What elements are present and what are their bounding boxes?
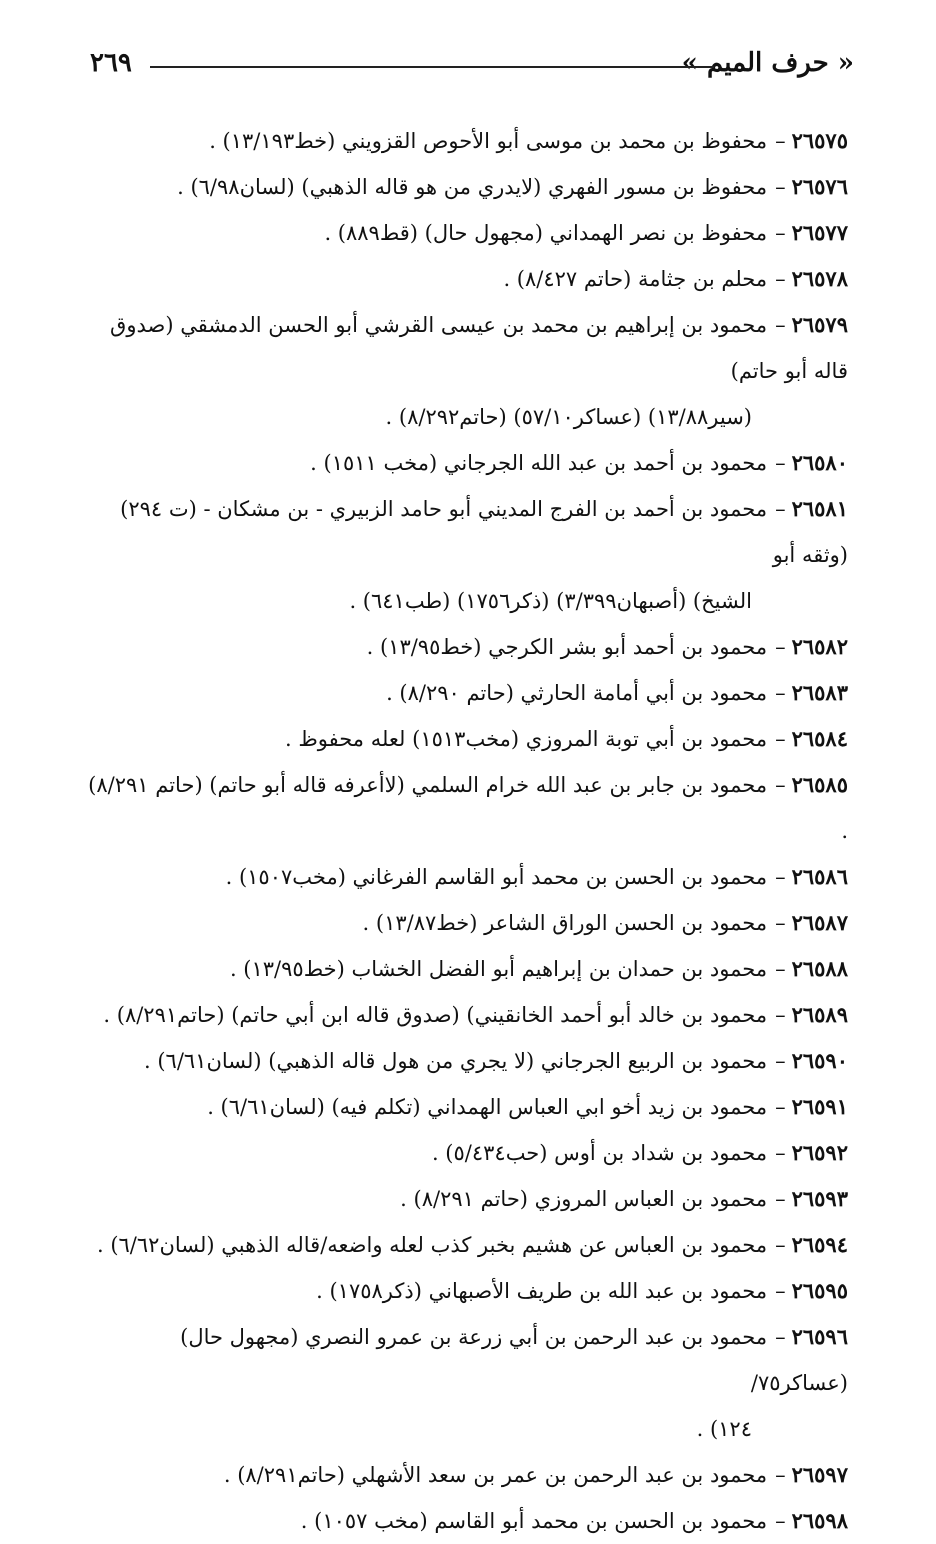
entry-text: محفوظ بن مسور الفهري (لايدري من هو قاله الذهبي) (لسان٦/٩٨) .	[177, 175, 768, 199]
entry-26583: ٢٦٥٨٣–محمود بن أبي أمامة الحارثي (حاتم ٨/٢٩٠) .	[386, 680, 848, 705]
entry-text: محمود بن خالد أبو أحمد الخانقيني) (صدوق قاله ابن أبي حاتم) (حاتم٨/٢٩١) .	[103, 1003, 768, 1027]
entry-text: محمود بن عبد الله بن طريف الأصبهاني (ذكر١٧٥٨) .	[316, 1279, 768, 1303]
entry-number: ٢٦٥٨٣	[791, 680, 848, 705]
entry-text: محمود بن أحمد بن الفرج المديني أبو حامد الزبيري - بن مشكان - (ت ٢٩٤) (وثقه أبو	[120, 497, 848, 567]
entry-number: ٢٦٥٧٨	[791, 266, 848, 291]
entry-26590: ٢٦٥٩٠–محمود بن الربيع الجرجاني (لا يجري من هول قاله الذهبي) (لسان٦/٦١) .	[144, 1048, 848, 1073]
entry-number: ٢٦٥٩٨	[791, 1508, 848, 1533]
entry-text: محمود بن الحسن الوراق الشاعر (خط١٣/٨٧) .	[362, 911, 768, 935]
entry-text: محمود بن أبي توبة المروزي (مخب١٥١٣) لعله محفوظ .	[284, 727, 768, 751]
entry-26591: ٢٦٥٩١–محمود بن زيد أخو ابي العباس الهمداني (تكلم فيه) (لسان٦/٦١) .	[207, 1094, 848, 1119]
entry-26595: ٢٦٥٩٥–محمود بن عبد الله بن طريف الأصبهاني (ذكر١٧٥٨) .	[316, 1278, 848, 1303]
entry-26585: ٢٦٥٨٥–محمود بن جابر بن عبد الله خرام السلمي (لاأعرفه قاله أبو حاتم) (حاتم ٨/٢٩١) .	[88, 772, 848, 843]
entry-text: محمود بن إبراهيم بن محمد بن عيسى القرشي أبو الحسن الدمشقي (صدوق قاله أبو حاتم)	[110, 313, 848, 383]
entry-26593: ٢٦٥٩٣–محمود بن العباس المروزي (حاتم ٨/٢٩١) .	[400, 1186, 848, 1211]
entry-number: ٢٦٥٨٩	[791, 1002, 848, 1027]
entry-text: محفوظ بن محمد بن موسى أبو الأحوص القزويني (خط١٣/١٩٣) .	[209, 129, 768, 153]
entry-26586: ٢٦٥٨٦–محمود بن الحسن بن محمد أبو القاسم الفرغاني (مخب١٥٠٧) .	[225, 864, 848, 889]
entry-number: ٢٦٥٩٣	[791, 1186, 848, 1211]
entry-26589: ٢٦٥٨٩–محمود بن خالد أبو أحمد الخانقيني) (صدوق قاله ابن أبي حاتم) (حاتم٨/٢٩١) .	[103, 1002, 848, 1027]
entry-text: محمود بن حمدان بن إبراهيم أبو الفضل الخشاب (خط١٣/٩٥) .	[229, 957, 768, 981]
entry-text: محلم بن جثامة (حاتم ٨/٤٢٧) .	[503, 267, 768, 291]
entry-number: ٢٦٥٩٠	[791, 1048, 848, 1073]
entry-26580: ٢٦٥٨٠–محمود بن أحمد بن عبد الله الجرجاني (مخب ١٥١١) .	[310, 450, 848, 475]
entry-number: ٢٦٥٨٦	[791, 864, 848, 889]
entry-text: محمود بن عبد الرحمن بن عمر بن سعد الأشهلي (حاتم٨/٢٩١) .	[223, 1463, 768, 1487]
entry-number: ٢٦٥٨٨	[791, 956, 848, 981]
entry-number: ٢٦٥٩٥	[791, 1278, 848, 1303]
entry-number: ٢٦٥٧٩	[791, 312, 848, 337]
entry-number: ٢٦٥٧٦	[791, 174, 848, 199]
entry-26587: ٢٦٥٨٧–محمود بن الحسن الوراق الشاعر (خط١٣/٨٧) .	[362, 910, 848, 935]
entry-number: ٢٦٥٩٤	[791, 1232, 848, 1257]
entry-text: محمود بن الحسن بن محمد أبو القاسم (مخب ١٠٥٧) .	[300, 1509, 768, 1533]
entry-26592: ٢٦٥٩٢–محمود بن شداد بن أوس (حب٥/٤٣٤) .	[431, 1140, 848, 1165]
entry-text: محمود بن أحمد بن عبد الله الجرجاني (مخب ١٥١١) .	[310, 451, 768, 475]
entry-text: محمود بن العباس المروزي (حاتم ٨/٢٩١) .	[400, 1187, 768, 1211]
entry-continuation: الشيخ) (أصبهان٣/٣٩٩) (ذكر١٧٥٦) (طب٦٤١) .	[349, 589, 752, 613]
entry-26579: ٢٦٥٧٩–محمود بن إبراهيم بن محمد بن عيسى القرشي أبو الحسن الدمشقي (صدوق قاله أبو حاتم) (سير١٣/٨٨) (عساكر٥٧/١٠) (حاتم٨/٢٩٢) .	[80, 302, 848, 440]
entry-26597: ٢٦٥٩٧–محمود بن عبد الرحمن بن عمر بن سعد الأشهلي (حاتم٨/٢٩١) .	[223, 1462, 848, 1487]
entry-26588: ٢٦٥٨٨–محمود بن حمدان بن إبراهيم أبو الفضل الخشاب (خط١٣/٩٥) .	[229, 956, 848, 981]
entry-26577: ٢٦٥٧٧–محفوظ بن نصر الهمداني (مجهول حال) (قط٨٨٩) .	[324, 220, 848, 245]
entry-26584: ٢٦٥٨٤–محمود بن أبي توبة المروزي (مخب١٥١٣) لعله محفوظ .	[284, 726, 848, 751]
entry-number: ٢٦٥٨٧	[791, 910, 848, 935]
entry-26598: ٢٦٥٩٨–محمود بن الحسن بن محمد أبو القاسم (مخب ١٠٥٧) .	[300, 1508, 848, 1533]
entry-text: محفوظ بن نصر الهمداني (مجهول حال) (قط٨٨٩) .	[324, 221, 768, 245]
entry-text: محمود بن زيد أخو ابي العباس الهمداني (تكلم فيه) (لسان٦/٦١) .	[207, 1095, 768, 1119]
entry-text: محمود بن جابر بن عبد الله خرام السلمي (لاأعرفه قاله أبو حاتم) (حاتم ٨/٢٩١) .	[88, 773, 848, 843]
entry-continuation: ١٢٤) .	[696, 1417, 752, 1441]
page-number: ٢٦٩	[90, 48, 132, 78]
entry-number: ٢٦٥٧٧	[791, 220, 848, 245]
chapter-title: « حرف الميم »	[681, 48, 854, 78]
entry-text: محمود بن أحمد أبو بشر الكرجي (خط١٣/٩٥) .	[366, 635, 768, 659]
page-header	[80, 48, 862, 84]
entry-text: محمود بن الحسن بن محمد أبو القاسم الفرغاني (مخب١٥٠٧) .	[225, 865, 768, 889]
header-rule	[150, 66, 714, 68]
entry-number: ٢٦٥٨٠	[791, 450, 848, 475]
entry-list	[80, 118, 848, 1544]
entry-number: ٢٦٥٨٥	[791, 772, 848, 797]
entry-number: ٢٦٥٨١	[791, 496, 848, 521]
entry-number: ٢٦٥٩١	[791, 1094, 848, 1119]
entry-number: ٢٦٥٩٧	[791, 1462, 848, 1487]
entry-continuation: (سير١٣/٨٨) (عساكر٥٧/١٠) (حاتم٨/٢٩٢) .	[385, 405, 752, 429]
entry-number: ٢٦٥٩٢	[791, 1140, 848, 1165]
entry-text: محمود بن الربيع الجرجاني (لا يجري من هول قاله الذهبي) (لسان٦/٦١) .	[144, 1049, 768, 1073]
entry-number: ٢٦٥٨٢	[791, 634, 848, 659]
entry-26578: ٢٦٥٧٨–محلم بن جثامة (حاتم ٨/٤٢٧) .	[503, 266, 848, 291]
entry-number: ٢٦٥٧٥	[791, 128, 848, 153]
entry-text: محمود بن عبد الرحمن بن أبي زرعة بن عمرو النصري (مجهول حال) (عساكر٧٥/	[180, 1325, 848, 1395]
entry-26575: ٢٦٥٧٥–محفوظ بن محمد بن موسى أبو الأحوص القزويني (خط١٣/١٩٣) .	[209, 128, 848, 153]
entry-26581: ٢٦٥٨١–محمود بن أحمد بن الفرج المديني أبو حامد الزبيري - بن مشكان - (ت ٢٩٤) (وثقه أبو الشيخ) (أصبهان٣/٣٩٩) (ذكر١٧٥٦) (طب٦٤١) .	[80, 486, 848, 624]
entry-number: ٢٦٥٩٦	[791, 1324, 848, 1349]
entry-26596: ٢٦٥٩٦–محمود بن عبد الرحمن بن أبي زرعة بن عمرو النصري (مجهول حال) (عساكر٧٥/ ١٢٤) .	[80, 1314, 848, 1452]
entry-text: محمود بن العباس عن هشيم بخبر كذب لعله واضعه/قاله الذهبي (لسان٦/٦٢) .	[96, 1233, 768, 1257]
entry-text: محمود بن أبي أمامة الحارثي (حاتم ٨/٢٩٠) .	[386, 681, 768, 705]
entry-text: محمود بن شداد بن أوس (حب٥/٤٣٤) .	[431, 1141, 768, 1165]
entry-26594: ٢٦٥٩٤–محمود بن العباس عن هشيم بخبر كذب لعله واضعه/قاله الذهبي (لسان٦/٦٢) .	[96, 1232, 848, 1257]
entry-26576: ٢٦٥٧٦–محفوظ بن مسور الفهري (لايدري من هو قاله الذهبي) (لسان٦/٩٨) .	[177, 174, 848, 199]
entry-26582: ٢٦٥٨٢–محمود بن أحمد أبو بشر الكرجي (خط١٣/٩٥) .	[366, 634, 848, 659]
entry-number: ٢٦٥٨٤	[791, 726, 848, 751]
